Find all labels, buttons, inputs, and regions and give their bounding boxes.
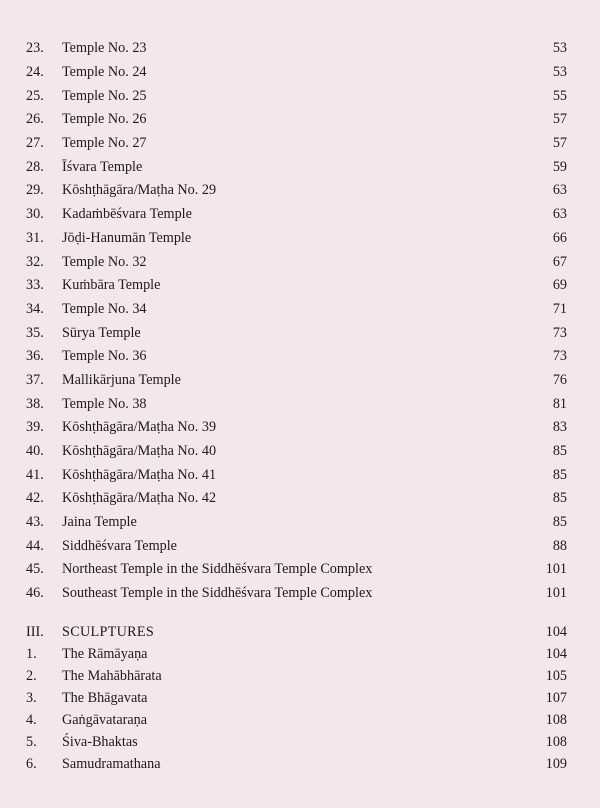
toc-entry — [0, 558, 600, 580]
entry-page: 85 — [552, 467, 567, 483]
entry-title: Gaṅgāvataraṇa — [62, 712, 148, 728]
entry-title: Temple No. 23 — [62, 40, 147, 56]
entry-title: Śiva-Bhaktas — [62, 734, 138, 750]
entry-number: 4. — [26, 712, 37, 728]
entry-title: Kōshṭhāgāra/Maṭha No. 42 — [62, 490, 217, 506]
entry-title: Sūrya Temple — [62, 325, 141, 341]
toc-entry — [0, 665, 600, 687]
entry-page: 109 — [545, 756, 567, 772]
entry-page: 71 — [552, 301, 567, 317]
toc-entry — [0, 731, 600, 753]
entry-page: 76 — [552, 372, 567, 388]
entry-title: Kuṁbāra Temple — [62, 277, 161, 293]
entry-number: 6. — [26, 756, 37, 772]
toc-entry — [0, 753, 600, 775]
entry-title: Southeast Temple in the Siddhēśvara Temple Complex — [62, 585, 373, 601]
entry-page: 105 — [545, 668, 567, 684]
entry-number: 29. — [26, 182, 44, 198]
entry-page: 81 — [552, 396, 567, 412]
entry-page: 57 — [552, 135, 567, 151]
toc-entry — [0, 487, 600, 509]
toc-section-heading — [0, 621, 600, 643]
entry-title: Kadaṁbēśvara Temple — [62, 206, 192, 222]
toc-entry — [0, 203, 600, 225]
entry-page: 69 — [552, 277, 567, 293]
toc-entry — [0, 393, 600, 415]
entry-page: 73 — [552, 348, 567, 364]
entry-title: The Bhāgavata — [62, 690, 148, 706]
entry-number: 37. — [26, 372, 44, 388]
entry-page: 88 — [552, 538, 567, 554]
entry-number: 2. — [26, 668, 37, 684]
section-page: 104 — [545, 624, 567, 640]
entry-title: Temple No. 26 — [62, 111, 147, 127]
entry-title: Siddhēśvara Temple — [62, 538, 177, 554]
toc-entry — [0, 643, 600, 665]
toc-entry — [0, 687, 600, 709]
toc-entry — [0, 37, 600, 59]
toc-entry — [0, 156, 600, 178]
section-number: III. — [26, 624, 44, 640]
toc-entry — [0, 582, 600, 604]
entry-number: 25. — [26, 88, 44, 104]
entry-title: The Mahābhārata — [62, 668, 162, 684]
toc-entry — [0, 85, 600, 107]
entry-title: Kōshṭhāgāra/Maṭha No. 40 — [62, 443, 217, 459]
entry-number: 35. — [26, 325, 44, 341]
entry-number: 40. — [26, 443, 44, 459]
entry-title: Kōshṭhāgāra/Maṭha No. 29 — [62, 182, 217, 198]
entry-number: 1. — [26, 646, 37, 662]
entry-number: 30. — [26, 206, 44, 222]
entry-number: 27. — [26, 135, 44, 151]
entry-number: 39. — [26, 419, 44, 435]
entry-number: 44. — [26, 538, 44, 554]
entry-number: 43. — [26, 514, 44, 530]
entry-number: 3. — [26, 690, 37, 706]
entry-number: 46. — [26, 585, 44, 601]
entry-page: 63 — [552, 182, 567, 198]
entry-page: 85 — [552, 443, 567, 459]
toc-entry — [0, 535, 600, 557]
entry-page: 108 — [545, 734, 567, 750]
entry-page: 67 — [552, 254, 567, 270]
entry-title: Temple No. 38 — [62, 396, 147, 412]
toc-entry — [0, 345, 600, 367]
toc-entry — [0, 61, 600, 83]
entry-number: 42. — [26, 490, 44, 506]
entry-page: 55 — [552, 88, 567, 104]
entry-title: Temple No. 34 — [62, 301, 147, 317]
entry-title: Mallikārjuna Temple — [62, 372, 181, 388]
toc-entry — [0, 511, 600, 533]
entry-title: Kōshṭhāgāra/Maṭha No. 39 — [62, 419, 217, 435]
entry-title: Jōḍi-Hanumān Temple — [62, 230, 192, 246]
entry-number: 5. — [26, 734, 37, 750]
entry-number: 34. — [26, 301, 44, 317]
entry-title: The Rāmāyaṇa — [62, 646, 148, 662]
entry-page: 66 — [552, 230, 567, 246]
toc-entry — [0, 179, 600, 201]
entry-number: 28. — [26, 159, 44, 175]
entry-title: Jaina Temple — [62, 514, 137, 530]
toc-entry — [0, 298, 600, 320]
toc-entry — [0, 274, 600, 296]
entry-number: 26. — [26, 111, 44, 127]
entry-page: 101 — [545, 561, 567, 577]
entry-page: 83 — [552, 419, 567, 435]
entry-page: 63 — [552, 206, 567, 222]
toc-entry — [0, 251, 600, 273]
entry-number: 33. — [26, 277, 44, 293]
entry-page: 85 — [552, 490, 567, 506]
entry-page: 104 — [545, 646, 567, 662]
toc-entry — [0, 440, 600, 462]
entry-title: Samudramathana — [62, 756, 161, 772]
entry-title: Temple No. 32 — [62, 254, 147, 270]
entry-number: 24. — [26, 64, 44, 80]
entry-number: 41. — [26, 467, 44, 483]
toc-entry — [0, 369, 600, 391]
entry-title: Northeast Temple in the Siddhēśvara Temple Complex — [62, 561, 373, 577]
section-title: SCULPTURES — [62, 624, 155, 640]
entry-number: 32. — [26, 254, 44, 270]
entry-number: 31. — [26, 230, 44, 246]
entry-page: 73 — [552, 325, 567, 341]
toc-entry — [0, 227, 600, 249]
entry-page: 108 — [545, 712, 567, 728]
entry-title: Temple No. 36 — [62, 348, 147, 364]
entry-page: 59 — [552, 159, 567, 175]
entry-page: 85 — [552, 514, 567, 530]
entry-number: 36. — [26, 348, 44, 364]
entry-title: Temple No. 27 — [62, 135, 147, 151]
entry-page: 53 — [552, 40, 567, 56]
entry-title: Temple No. 24 — [62, 64, 147, 80]
toc-entry — [0, 108, 600, 130]
entry-page: 107 — [545, 690, 567, 706]
entry-page: 57 — [552, 111, 567, 127]
entry-title: Īśvara Temple — [62, 159, 143, 175]
entry-number: 45. — [26, 561, 44, 577]
entry-title: Kōshṭhāgāra/Maṭha No. 41 — [62, 467, 217, 483]
entry-page: 101 — [545, 585, 567, 601]
toc-entry — [0, 322, 600, 344]
toc-entry — [0, 464, 600, 486]
entry-number: 38. — [26, 396, 44, 412]
toc-entry — [0, 416, 600, 438]
toc-entry — [0, 132, 600, 154]
entry-page: 53 — [552, 64, 567, 80]
entry-number: 23. — [26, 40, 44, 56]
toc-entry — [0, 709, 600, 731]
entry-title: Temple No. 25 — [62, 88, 147, 104]
